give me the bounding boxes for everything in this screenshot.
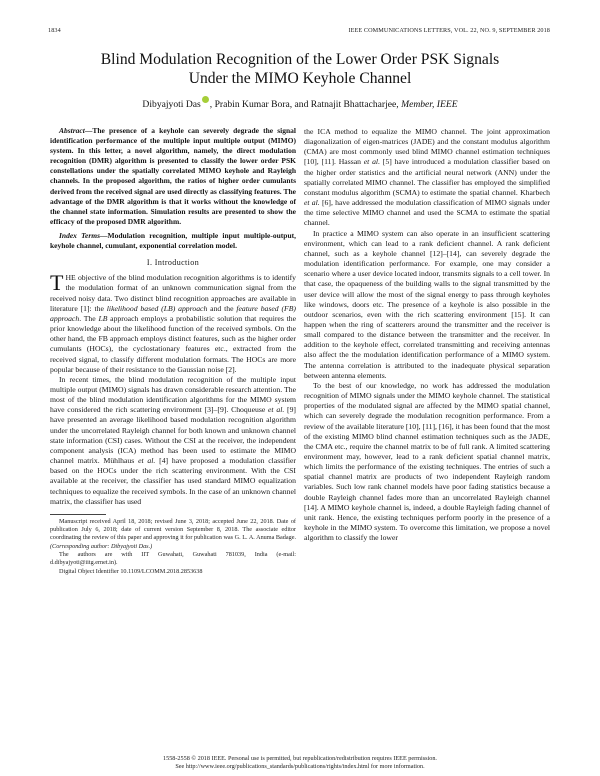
title-line-2: Under the MIMO Keyhole Channel [188, 70, 412, 87]
paper-title [40, 50, 560, 88]
orcid-icon[interactable] [202, 96, 209, 103]
author-list [40, 96, 560, 110]
body-text: [5] have introduced a modulation classifier based on the higher order statistics and the artificial neural network (ANN) under the spatially correlated MIMO channel. The classifier has employed the simplified constant modulus algorithm (SCMA) to estimate the spatial channel. Kharbech [304, 157, 551, 197]
intro-etal: et al. [138, 456, 156, 466]
intro-text: approach employs a probabilistic solution that requires the prior knowledge about the likelihood function of the received symbols. On the other hand, the FB approach employs distinct features, such as the higher order cumulants (HOCs), the cyclostationary features etc., extracted from the received signal, to classify different modulation formats. The HOCs are more popular because of their resistance to the Gaussian noise [2]. [50, 313, 296, 374]
author-rest: , Prabin Kumar Bora, and Ratnajit Bhattacharjee, [209, 99, 399, 110]
footnote-corresponding: (Corresponding author: Dibyajyoti Das.) [50, 542, 153, 550]
rights-link[interactable]: See http://www.ieee.org/publications_standards/publications/rights/index.html for more information. [175, 763, 425, 770]
copyright-line: 1558-2558 © 2018 IEEE. Personal use is permitted, but republication/redistribution requires IEEE permission. [163, 755, 437, 762]
drop-cap: T [50, 270, 64, 296]
body-etal: et al. [363, 157, 380, 167]
footnote-doi: Digital Object Identifier 10.1109/LCOMM.2018.2853638 [59, 567, 203, 575]
footnote-text: Manuscript received April 18, 2018; revised June 3, 2018; accepted June 22, 2018. Date of publication July 6, 2018; date of current version September 8, 2018. The associate editor coordinating the review of this paper and approving it for publication was G. L. A. Anuma Badage. [50, 517, 296, 542]
intro-paragraph-1 [50, 270, 296, 375]
footnote-rule [50, 514, 106, 515]
author-membership: Member, IEEE [401, 99, 458, 110]
abstract-lead: Abstract [59, 126, 85, 135]
intro-text: In recent times, the blind modulation recognition of the multiple input multiple output (MIMO) signals has drawn considerable research attention. The most of the blind modulation identification algorithms for the MIMO system have considered the rich scattering environment [3]–[9]. Choqueuse [50, 374, 296, 415]
journal-header: IEEE COMMUNICATIONS LETTERS, VOL. 22, NO. 9, SEPTEMBER 2018 [348, 27, 550, 34]
intro-text: HE objective of the blind modulation recognition algorithms is to identify the modulation format of an unknown communication signal from the received noisy data. Two distinct blind recognition approaches are available in literature [1]: the [50, 273, 296, 313]
intro-term: feature based (FB) approach [50, 303, 296, 323]
intro-text: . The [79, 313, 99, 323]
intro-text: [9] have presented an average likelihood based modulation recognition algorithm under the uncorrelated Rayleigh channel for both known and unknown channel state information (CSI) cases. Without the CSI at the receiver, the independent component analysis (ICA) method has been used to estimate the MIMO channel matrix. Mühlhaus [50, 405, 296, 466]
abstract-text: —The presence of a keyhole can severely degrade the signal identification performance of the multiple input multiple output (MIMO) system. In this letter, a novel algorithm, namely, the direct modulation recognition (DMR) algorithm is presented to classify the lower order PSK constellations under the spatially correlated MIMO keyhole and Rayleigh channels. In the proposed algorithm, the ratios of higher order cumulants derived from the received signal are used directly as classifying features. The advantage of the DMR algorithm is that it works without the knowledge of the channel state information. Simulation results are presented to show the efficacy of the proposed DMR algorithm. [50, 126, 296, 226]
body-etal: et al. [304, 198, 320, 208]
page-number: 1834 [48, 27, 61, 34]
footnote-affiliation: The authors are with IIT Guwahati, Guwahati 781039, India (e-mail: d.dibyajyoti@iitg.ernet.in). [50, 551, 296, 567]
abstract [50, 126, 296, 227]
intro-text: and the [207, 303, 237, 313]
left-column [50, 126, 296, 576]
title-line-1: Blind Modulation Recognition of the Lower Order PSK Signals [100, 51, 500, 68]
right-paragraph-1 [304, 127, 550, 229]
page-footer [40, 755, 560, 771]
intro-term: LB [98, 313, 108, 323]
index-terms [50, 231, 296, 251]
index-terms-text: —Modulation recognition, multiple input multiple-output, keyhole channel, cumulant, exponential correlation model. [50, 230, 296, 251]
body-text: the ICA method to equalize the MIMO channel. The joint approximation diagonalization of eigen-matrices (JADE) and the constant modulus algorithm (CMA) are most commonly used blind MIMO channel estimation techniques [10], [11]. Hassan [304, 127, 550, 167]
intro-term: likelihood based (LB) approach [106, 303, 208, 313]
intro-etal: et al. [268, 405, 285, 415]
author-first: Dibyajyoti Das [142, 99, 201, 110]
intro-paragraph-2 [50, 375, 296, 507]
right-paragraph-3: To the best of our knowledge, no work has addressed the modulation recognition of MIMO signals under the MIMO keyhole channel. The statistical properties of the modulated signal are affected by the MIMO spatial channel, which can severely degrade the modulation recognition performance. From a review of the available literature [10], [11], [16], it has been found that the most of the existing MIMO blind channel estimation techniques such as the JADE, the CMA etc., require the channel matrix to be of full rank. A limited scattering environment may, however, lead to a rank deficient spatial channel matrix, which limits the performance of the existing techniques. The entries of such a spatial channel matrix are products of two independent Rayleigh random variables. Such low rank channel models have poor fading statistics because a double Rayleigh channel fades more than an uncorrelated Rayleigh channel [14]. A MIMO keyhole channel is, indeed, a double Rayleigh fading channel of unit rank. Hence, the existing techniques perform poorly in the presence of a keyhole in the MIMO system. To overcome this limitation, we propose a novel algorithm to classify the lower [304, 380, 550, 543]
body-text: [6], have addressed the modulation classification of MIMO signals under the time selective MIMO channel and used the SCMA to estimate the spatial channel. [304, 198, 550, 228]
intro-text: [4] have proposed a modulation classifier based on the HOCs under the rich scattering environment. With the CSI available at the receiver, the classifier has used standard MIMO equalization techniques to equalize the received symbols. In the case of an unknown channel matrix, the classifier has used [50, 456, 296, 506]
right-column [304, 127, 550, 543]
right-paragraph-2: In practice a MIMO system can also operate in an insufficient scattering environment, which can lead to a rank deficient channel. A rank deficient channel, such as a keyhole channel [12]–[14], can severely degrade the modulation identification performance. For example, one may consider a scenario where a user device located indoor, transmits signals to a cell tower. In that case, the opaqueness of the building walls to the signal transmitted by the user device will allow the most of the signal energy to pass through keyholes like windows, doors etc. The presence of a keyhole is also possible in the outdoor scenarios, even with the rich scattering environment [15]. It can happen when the ring of scatterers around the transmitter and the receiver is small compared to the distance between the transmitter and the receiver. In addition to the keyhole effect, correlated transmitting and receiving antennas also affect the the modulation identification performance of a MIMO system. The antenna correlation is attributed to the inadequate physical separation between antenna elements. [304, 228, 550, 380]
section-heading: I. Introduction [146, 258, 200, 268]
footnote-manuscript [50, 518, 296, 551]
index-terms-lead: Index Terms [59, 230, 101, 240]
